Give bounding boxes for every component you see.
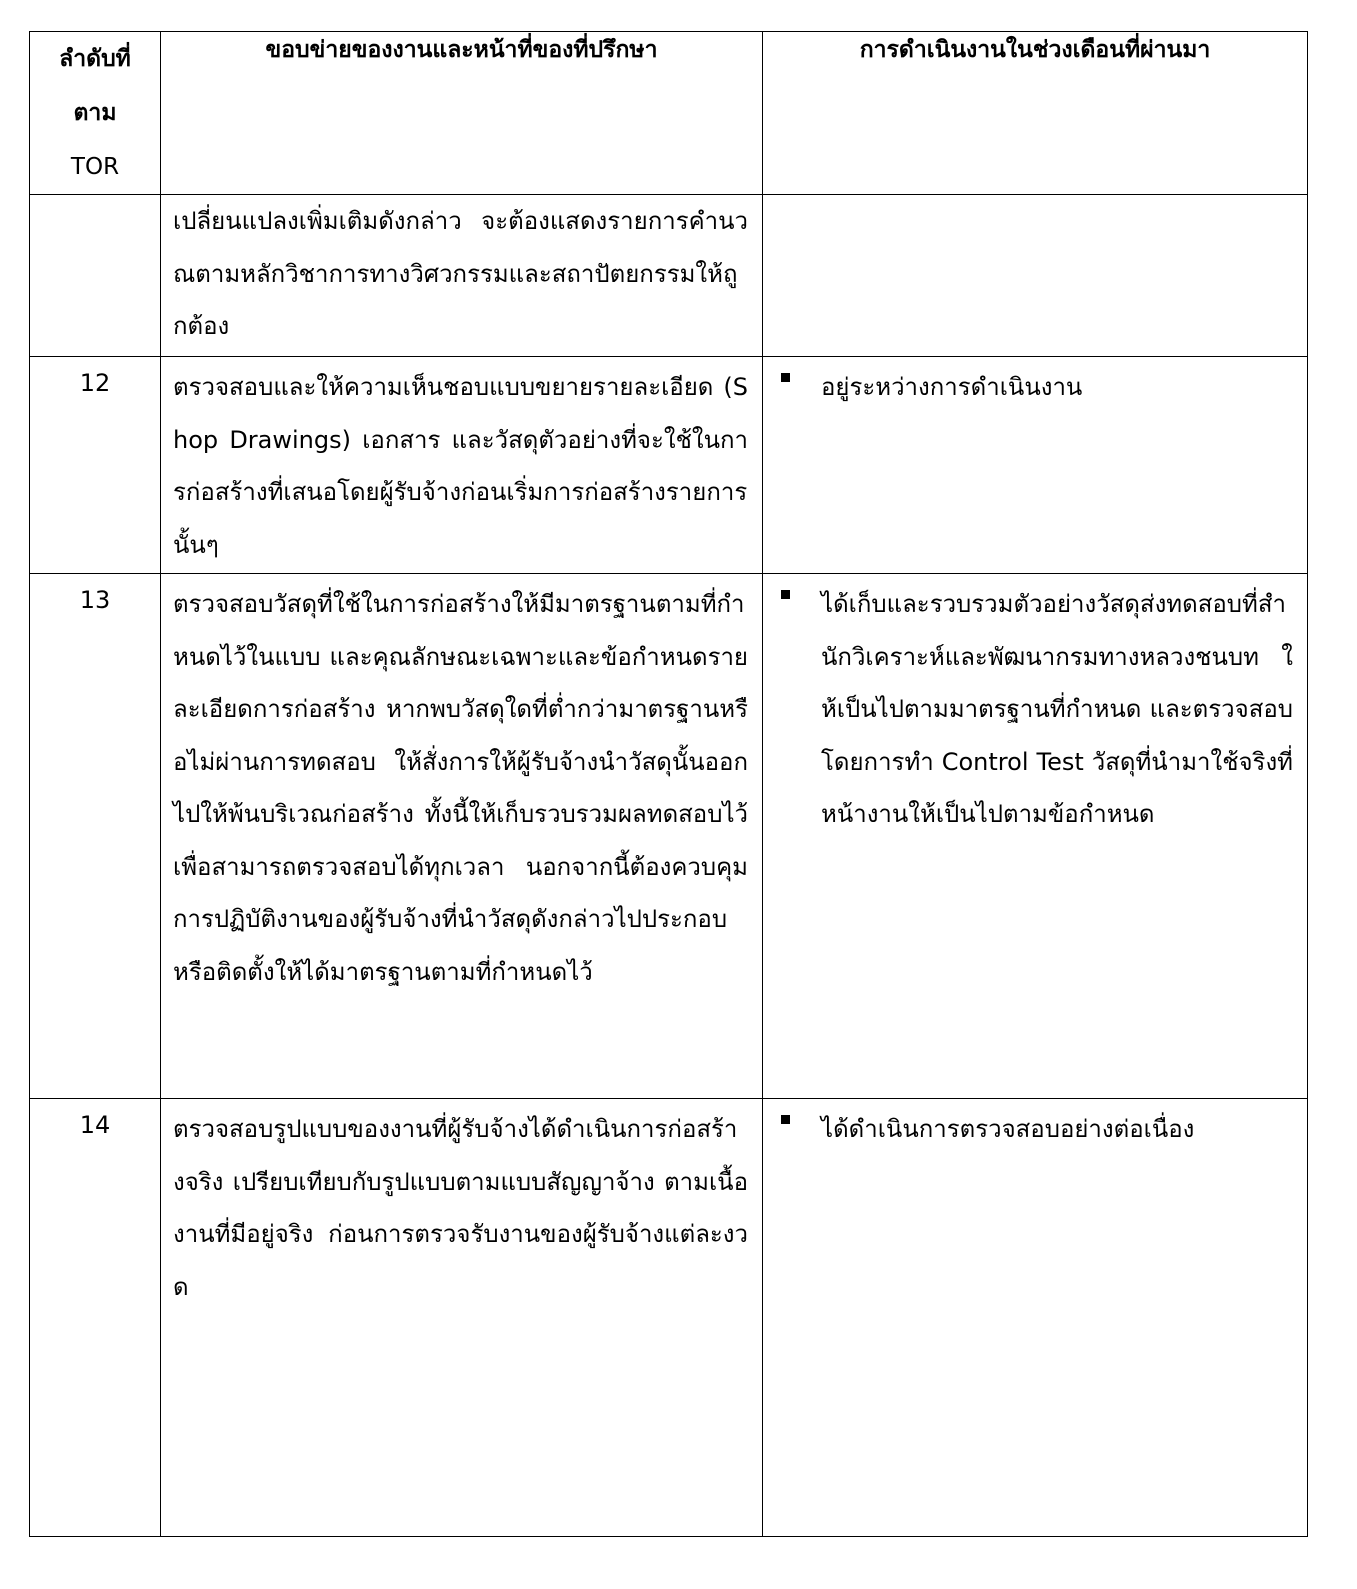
row-number: 14: [30, 1099, 161, 1537]
row-progress-cell: [763, 357, 1308, 574]
row-number: [30, 195, 161, 357]
header-tor-number-line3: TOR: [70, 154, 120, 180]
row-progress: ได้เก็บและรวบรวมตัวอย่างวัสดุส่งทดสอบที่สำนักวิเคราะห์และพัฒนากรมทางหลวงชนบท ให้เป็นไปตามมาตรฐานที่กำหนด และตรวจสอบโดยการทำ Control Test วัสดุที่นำมาใช้จริงที่หน้างานให้เป็นไปตามข้อกำหนด: [821, 590, 1293, 828]
row-number: 13: [30, 574, 161, 1099]
header-progress: การดำเนินงานในช่วงเดือนที่ผ่านมา: [763, 32, 1308, 195]
row-scope: ตรวจสอบวัสดุที่ใช้ในการก่อสร้างให้มีมาตรฐานตามที่กำหนดไว้ในแบบ และคุณลักษณะเฉพาะและข้อกำหนดรายละเอียดการก่อสร้าง หากพบวัสดุใดที่ต่ำกว่ามาตรฐานหรือไม่ผ่านการทดสอบ ให้สั่งการให้ผู้รับจ้างนำวัสดุนั้นออกไปให้พ้นบริเวณก่อสร้าง ทั้งนี้ให้เก็บรวบรวมผลทดสอบไว้เพื่อสามารถตรวจสอบได้ทุกเวลา นอกจากนี้ต้องควบคุมการปฏิบัติงานของผู้รับจ้างที่นำวัสดุดังกล่าวไปประกอบ หรือติดตั้งให้ได้มาตรฐานตามที่กำหนดไว้: [161, 574, 763, 1099]
header-tor-number-line2: ตาม: [73, 100, 117, 126]
row-number: 12: [30, 357, 161, 574]
row-progress: ได้ดำเนินการตรวจสอบอย่างต่อเนื่อง: [821, 1115, 1195, 1143]
table-row: [30, 357, 1308, 574]
table-row: [30, 574, 1308, 1099]
tor-table: [29, 31, 1308, 1537]
header-tor-number: [30, 32, 161, 195]
table-row: [30, 1099, 1308, 1537]
square-bullet-icon: [775, 1103, 821, 1155]
progress-bullet-item: [775, 1103, 1293, 1156]
square-bullet-icon: [775, 578, 821, 630]
row-progress-cell: [763, 574, 1308, 1099]
row-scope: เปลี่ยนแปลงเพิ่มเติมดังกล่าว จะต้องแสดงรายการคำนวณตามหลักวิชาการทางวิศวกรรมและสถาปัตยกรรมให้ถูกต้อง: [161, 195, 763, 357]
row-scope: ตรวจสอบและให้ความเห็นชอบแบบขยายรายละเอียด (Shop Drawings) เอกสาร และวัสดุตัวอย่างที่จะใช้ในการก่อสร้างที่เสนอโดยผู้รับจ้างก่อนเริ่มการก่อสร้างรายการนั้นๆ: [161, 357, 763, 574]
header-tor-number-line1: ลำดับที่: [59, 46, 131, 72]
row-scope: ตรวจสอบรูปแบบของงานที่ผู้รับจ้างได้ดำเนินการก่อสร้างจริง เปรียบเทียบกับรูปแบบตามแบบสัญญาจ้าง ตามเนื้องานที่มีอยู่จริง ก่อนการตรวจรับงานของผู้รับจ้างแต่ละงวด: [161, 1099, 763, 1537]
progress-bullet-item: [775, 361, 1293, 414]
row-progress: [763, 195, 1308, 357]
table-row: [30, 195, 1308, 357]
progress-bullet-item: [775, 578, 1293, 841]
header-row: [30, 32, 1308, 195]
row-progress-cell: [763, 1099, 1308, 1537]
header-scope: ขอบข่ายของงานและหน้าที่ของที่ปรึกษา: [161, 32, 763, 195]
square-bullet-icon: [775, 361, 821, 413]
row-progress: อยู่ระหว่างการดำเนินงาน: [821, 373, 1083, 401]
